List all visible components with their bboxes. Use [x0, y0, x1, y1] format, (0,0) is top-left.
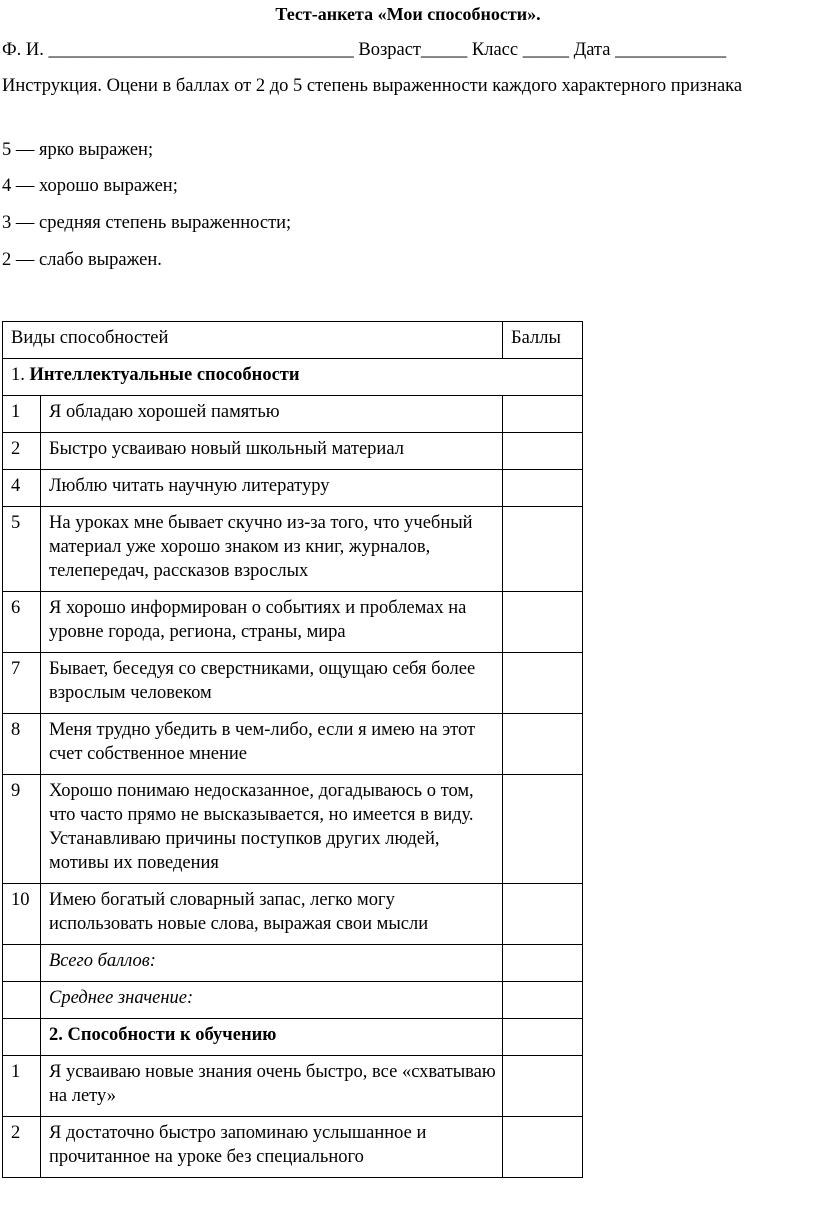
scale-item-3: 3 — средняя степень выраженности;	[2, 213, 292, 233]
score-cell[interactable]	[503, 714, 583, 775]
table-row	[3, 1056, 583, 1117]
average-score-cell[interactable]	[503, 982, 583, 1019]
score-cell[interactable]	[503, 1117, 583, 1178]
scale-item-4: 4 — хорошо выражен;	[2, 176, 178, 196]
section-header-row	[3, 359, 583, 396]
average-label: Среднее значение:	[41, 982, 503, 1019]
row-statement: Меня трудно убедить в чем-либо, если я имею на этот счет собственное мнение	[41, 714, 503, 775]
row-statement: На уроках мне бывает скучно из-за того, что учебный материал уже хорошо знаком из книг, журналов, телепередач, рассказов взрослых	[41, 507, 503, 592]
table-row	[3, 775, 583, 884]
section-learning-header: 2. Способности к обучению	[41, 1019, 503, 1056]
table-row	[3, 714, 583, 775]
row-statement: Я усваиваю новые знания очень быстро, все «схватываю на лету»	[41, 1056, 503, 1117]
score-cell[interactable]	[503, 653, 583, 714]
row-statement: Люблю читать научную литературу	[41, 470, 503, 507]
table-row	[3, 1117, 583, 1178]
row-number: 1	[3, 396, 41, 433]
row-statement: Имею богатый словарный запас, легко могу использовать новые слова, выражая свои мысли	[41, 884, 503, 945]
score-cell[interactable]	[503, 1056, 583, 1117]
row-number: 1	[3, 1056, 41, 1117]
section-number: 1.	[11, 365, 25, 385]
row-statement: Я достаточно быстро запоминаю услышанное и прочитанное на уроке без специального	[41, 1117, 503, 1178]
score-cell[interactable]	[503, 884, 583, 945]
table-row	[3, 396, 583, 433]
row-statement: Я обладаю хорошей памятью	[41, 396, 503, 433]
row-number: 4	[3, 470, 41, 507]
total-label: Всего баллов:	[41, 945, 503, 982]
scale-item-2: 2 — слабо выражен.	[2, 250, 162, 270]
row-number: 8	[3, 714, 41, 775]
row-number: 2	[3, 1117, 41, 1178]
average-row	[3, 982, 583, 1019]
score-cell[interactable]	[503, 775, 583, 884]
scale-item-5: 5 — ярко выражен;	[2, 140, 154, 160]
column-header-score: Баллы	[503, 322, 583, 359]
row-number: 9	[3, 775, 41, 884]
instruction-text: Инструкция. Оцени в баллах от 2 до 5 степень выраженности каждого характерного признака	[2, 76, 743, 96]
score-cell[interactable]	[503, 433, 583, 470]
section-title: Интеллектуальные способности	[29, 365, 300, 385]
column-header-type: Виды способностей	[3, 322, 503, 359]
table-row	[3, 592, 583, 653]
row-statement: Я хорошо информирован о событиях и проблемах на уровне города, региона, страны, мира	[41, 592, 503, 653]
row-statement: Быстро усваиваю новый школьный материал	[41, 433, 503, 470]
empty-cell	[503, 1019, 583, 1056]
score-cell[interactable]	[503, 507, 583, 592]
score-cell[interactable]	[503, 396, 583, 433]
document-title: Тест-анкета «Мои способности».	[275, 4, 541, 24]
table-row	[3, 884, 583, 945]
total-score-cell[interactable]	[503, 945, 583, 982]
row-number: 6	[3, 592, 41, 653]
row-statement: Хорошо понимаю недосказанное, догадываюсь о том, что часто прямо не высказывается, но имеется в виду. Устанавливаю причины поступков других людей, мотивы их поведения	[41, 775, 503, 884]
section-intellectual-header	[3, 359, 583, 396]
score-cell[interactable]	[503, 470, 583, 507]
row-number: 10	[3, 884, 41, 945]
row-number: 5	[3, 507, 41, 592]
abilities-table	[2, 321, 583, 1178]
empty-cell	[3, 945, 41, 982]
student-info-line: Ф. И. _________________________________ Возраст_____ Класс _____ Дата ____________	[2, 40, 727, 60]
row-number: 7	[3, 653, 41, 714]
table-row	[3, 470, 583, 507]
row-number: 2	[3, 433, 41, 470]
row-statement: Бывает, беседуя со сверстниками, ощущаю себя более взрослым человеком	[41, 653, 503, 714]
total-row	[3, 945, 583, 982]
section-header-row	[3, 1019, 583, 1056]
empty-cell	[3, 982, 41, 1019]
table-row	[3, 433, 583, 470]
table-header-row	[3, 322, 583, 359]
score-cell[interactable]	[503, 592, 583, 653]
table-row	[3, 653, 583, 714]
table-row	[3, 507, 583, 592]
empty-cell	[3, 1019, 41, 1056]
